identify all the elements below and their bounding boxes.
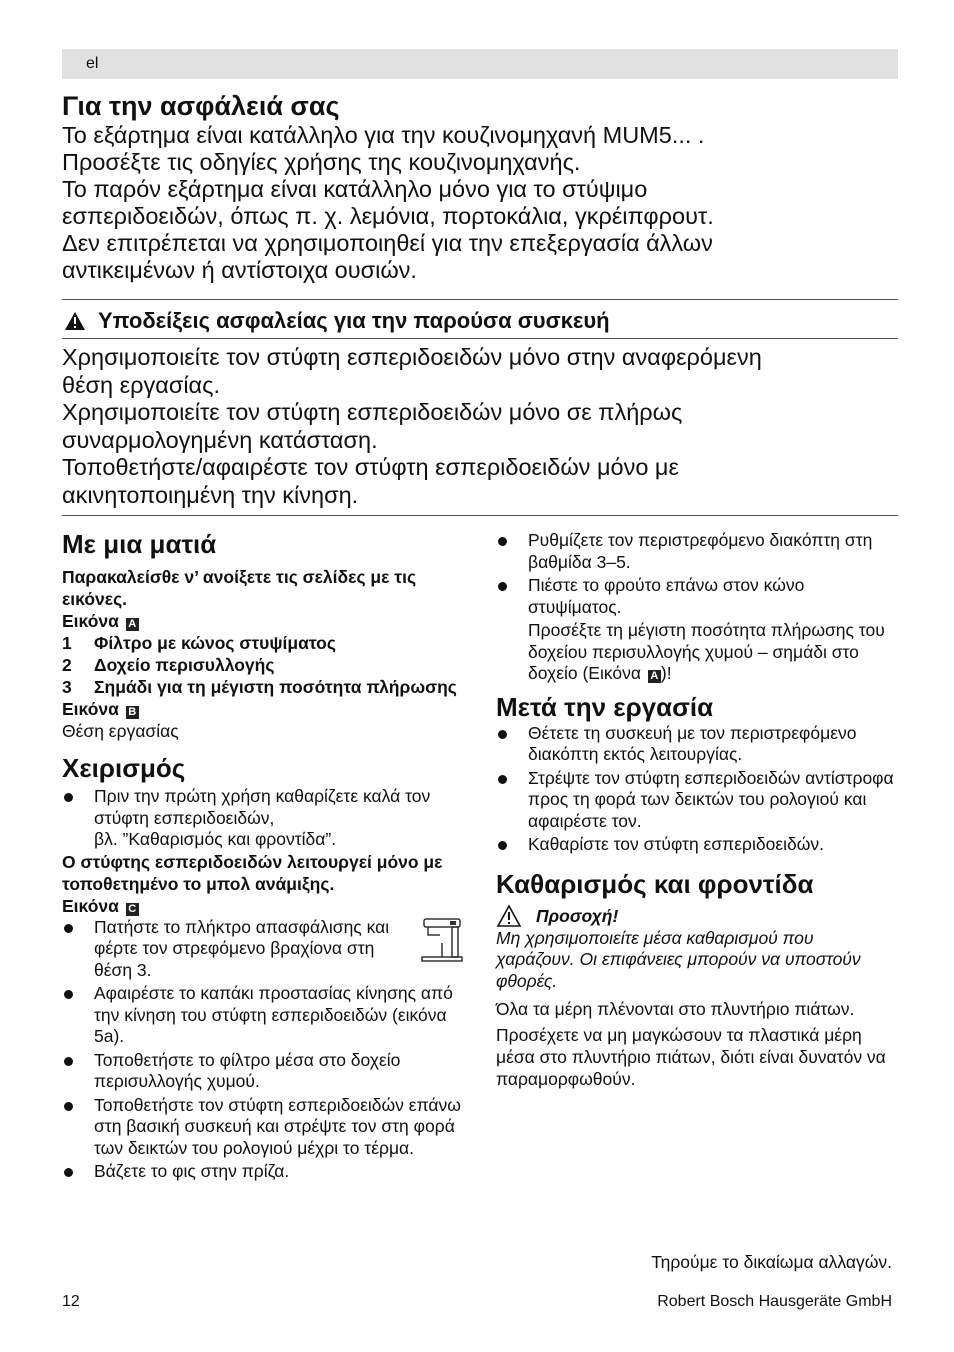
intro-line: Δεν επιτρέπεται να χρησιμοποιηθεί για την επεξεργασία άλλων — [62, 230, 713, 256]
operation-note: Ο στύφτης εσπεριδοειδών λειτουργεί μόνο με τοποθετημένο το μπολ ανάμιξης. — [62, 851, 443, 894]
list-item: 1 Φίλτρο με κώνος στυψίματος — [62, 633, 336, 653]
intro-line: Το παρόν εξάρτημα είναι κατάλληλο μόνο για το στύψιμο — [62, 176, 648, 202]
right-column — [496, 530, 896, 1090]
list-item: Πατήστε το πλήκτρο απασφάλισης και φέρτε τον στρεφόμενο βραχίονα στη θέση 3. — [62, 917, 462, 982]
caution-icon — [496, 904, 522, 928]
figure-b-badge: B — [126, 706, 139, 719]
list-item: Καθαρίστε τον στύφτη εσπεριδοειδών. — [496, 834, 896, 856]
list-item: Ρυθμίζετε τον περιστρεφόμενο διακόπτη στη βαθμίδα 3–5. — [496, 530, 896, 573]
left-column — [62, 528, 462, 1183]
figure-b-label: Εικόνα B — [62, 698, 462, 720]
figure-a-badge: A — [126, 618, 139, 631]
figure-c-label: Εικόνα C — [62, 895, 462, 917]
list-item: 2 Δοχείο περισυλλογής — [62, 655, 275, 675]
safety-line: συναρμολογημένη κατάσταση. — [62, 426, 378, 453]
list-item: Πριν την πρώτη χρήση καθαρίζετε καλά τον στύφτη εσπεριδοειδών, βλ. ”Καθαρισμός και φροντίδα”. — [62, 786, 462, 851]
list-item: Τοποθετήστε τον στύφτη εσπεριδοειδών επάνω στη βασική συσκευή και στρέψτε τον στη φορά των δεικτών του ρολογιού μέχρι το τέρμα. — [62, 1095, 462, 1160]
figure-a-badge: A — [648, 670, 661, 683]
figure-a-label: Εικόνα A — [62, 610, 462, 632]
safety-heading: Υποδείξεις ασφαλείας για την παρούσα συσκευή — [98, 308, 610, 333]
caution-text: Μη χρησιμοποιείτε μέσα καθαρισμού που χαράζουν. Οι επιφάνειες μπορούν να υποστούν φθορές. — [496, 927, 861, 991]
cleaning-paragraph: Προσέχετε να μη μαγκώσουν τα πλαστικά μέρη μέσα στο πλυντήριο πιάτων, διότι είναι δυνατόν να παραμορφωθούν. — [496, 1025, 886, 1089]
intro-line: Προσέξτε τις οδηγίες χρήσης της κουζινομηχανής. — [62, 149, 581, 175]
list-item: Αφαιρέστε το καπάκι προστασίας κίνησης από την κίνηση του στύφτη εσπεριδοειδών (εικόνα 5a). — [62, 983, 462, 1048]
safety-heading-row — [62, 306, 898, 339]
safety-section — [62, 344, 902, 509]
cleaning-title: Καθαρισμός και φροντίδα — [496, 868, 814, 899]
safety-line: Χρησιμοποιείτε τον στύφτη εσπεριδοειδών μόνο σε πλήρως — [62, 399, 683, 425]
intro-title: Για την ασφάλειά σας — [62, 91, 340, 121]
list-item: Στρέψτε τον στύφτη εσπεριδοειδών αντίστροφα προς τη φορά των δεικτών του ρολογιού και αφαιρέστε τον. — [496, 768, 896, 833]
work-position: Θέση εργασίας — [62, 721, 179, 741]
list-item: Βάζετε το φις στην πρίζα. — [62, 1161, 462, 1183]
intro-line: αντικειμένων ή αντίστοιχα ουσιών. — [62, 257, 417, 283]
operation-title: Χειρισμός — [62, 753, 186, 783]
warning-icon — [64, 309, 86, 339]
language-bar — [62, 49, 898, 79]
intro-section — [62, 90, 902, 284]
divider — [62, 515, 898, 516]
mixer-arm-icon — [420, 917, 464, 982]
divider — [62, 338, 898, 339]
company-name: Robert Bosch Hausgeräte GmbH — [657, 1293, 892, 1310]
caution-label: Προσοχή! — [536, 905, 619, 926]
list-item: Θέτετε τη συσκευή με τον περιστρεφόμενο διακόπτη εκτός λειτουργίας. — [496, 723, 896, 766]
divider — [62, 299, 898, 300]
language-code: el — [86, 55, 99, 72]
safety-line: Χρησιμοποιείτε τον στύφτη εσπεριδοειδών μόνο στην αναφερόμενη — [62, 344, 762, 370]
safety-line: θέση εργασίας. — [62, 371, 220, 398]
intro-line: Το εξάρτημα είναι κατάλληλο για την κουζινομηχανή MUM5... . — [62, 122, 705, 148]
cleaning-paragraph: Όλα τα μέρη πλένονται στο πλυντήριο πιάτων. — [496, 999, 855, 1019]
safety-line: Τοποθετήστε/αφαιρέστε τον στύφτη εσπεριδοειδών μόνο με — [62, 454, 679, 480]
after-title: Μετά την εργασία — [496, 691, 714, 722]
glance-intro: Παρακαλείσθε ν’ ανοίξετε τις σελίδες με τις εικόνες. — [62, 567, 417, 609]
page-number: 12 — [62, 1293, 80, 1310]
glance-title: Με μια ματιά — [62, 529, 217, 559]
fill-level-note: Προσέξτε τη μέγιστη ποσότητα πλήρωσης του δοχείου περισυλλογής χυμού – σημάδι στο δοχείο (Εικόνα A )! — [528, 620, 885, 683]
list-item: Πιέστε το φρούτο επάνω στον κώνο στυψίματος. — [496, 575, 896, 618]
rights-note: Τηρούμε το δικαίωμα αλλαγών. — [651, 1252, 892, 1272]
figure-c-badge: C — [126, 903, 139, 916]
safety-line: ακινητοποιημένη την κίνηση. — [62, 481, 359, 508]
list-item: Τοποθετήστε το φίλτρο μέσα στο δοχείο περισυλλογής χυμού. — [62, 1050, 462, 1093]
intro-line: εσπεριδοειδών, όπως π. χ. λεμόνια, πορτοκάλια, γκρέιπφρουτ. — [62, 203, 714, 229]
list-item: 3 Σημάδι για τη μέγιστη ποσότητα πλήρωσης — [62, 677, 457, 697]
caution-row — [496, 904, 896, 928]
